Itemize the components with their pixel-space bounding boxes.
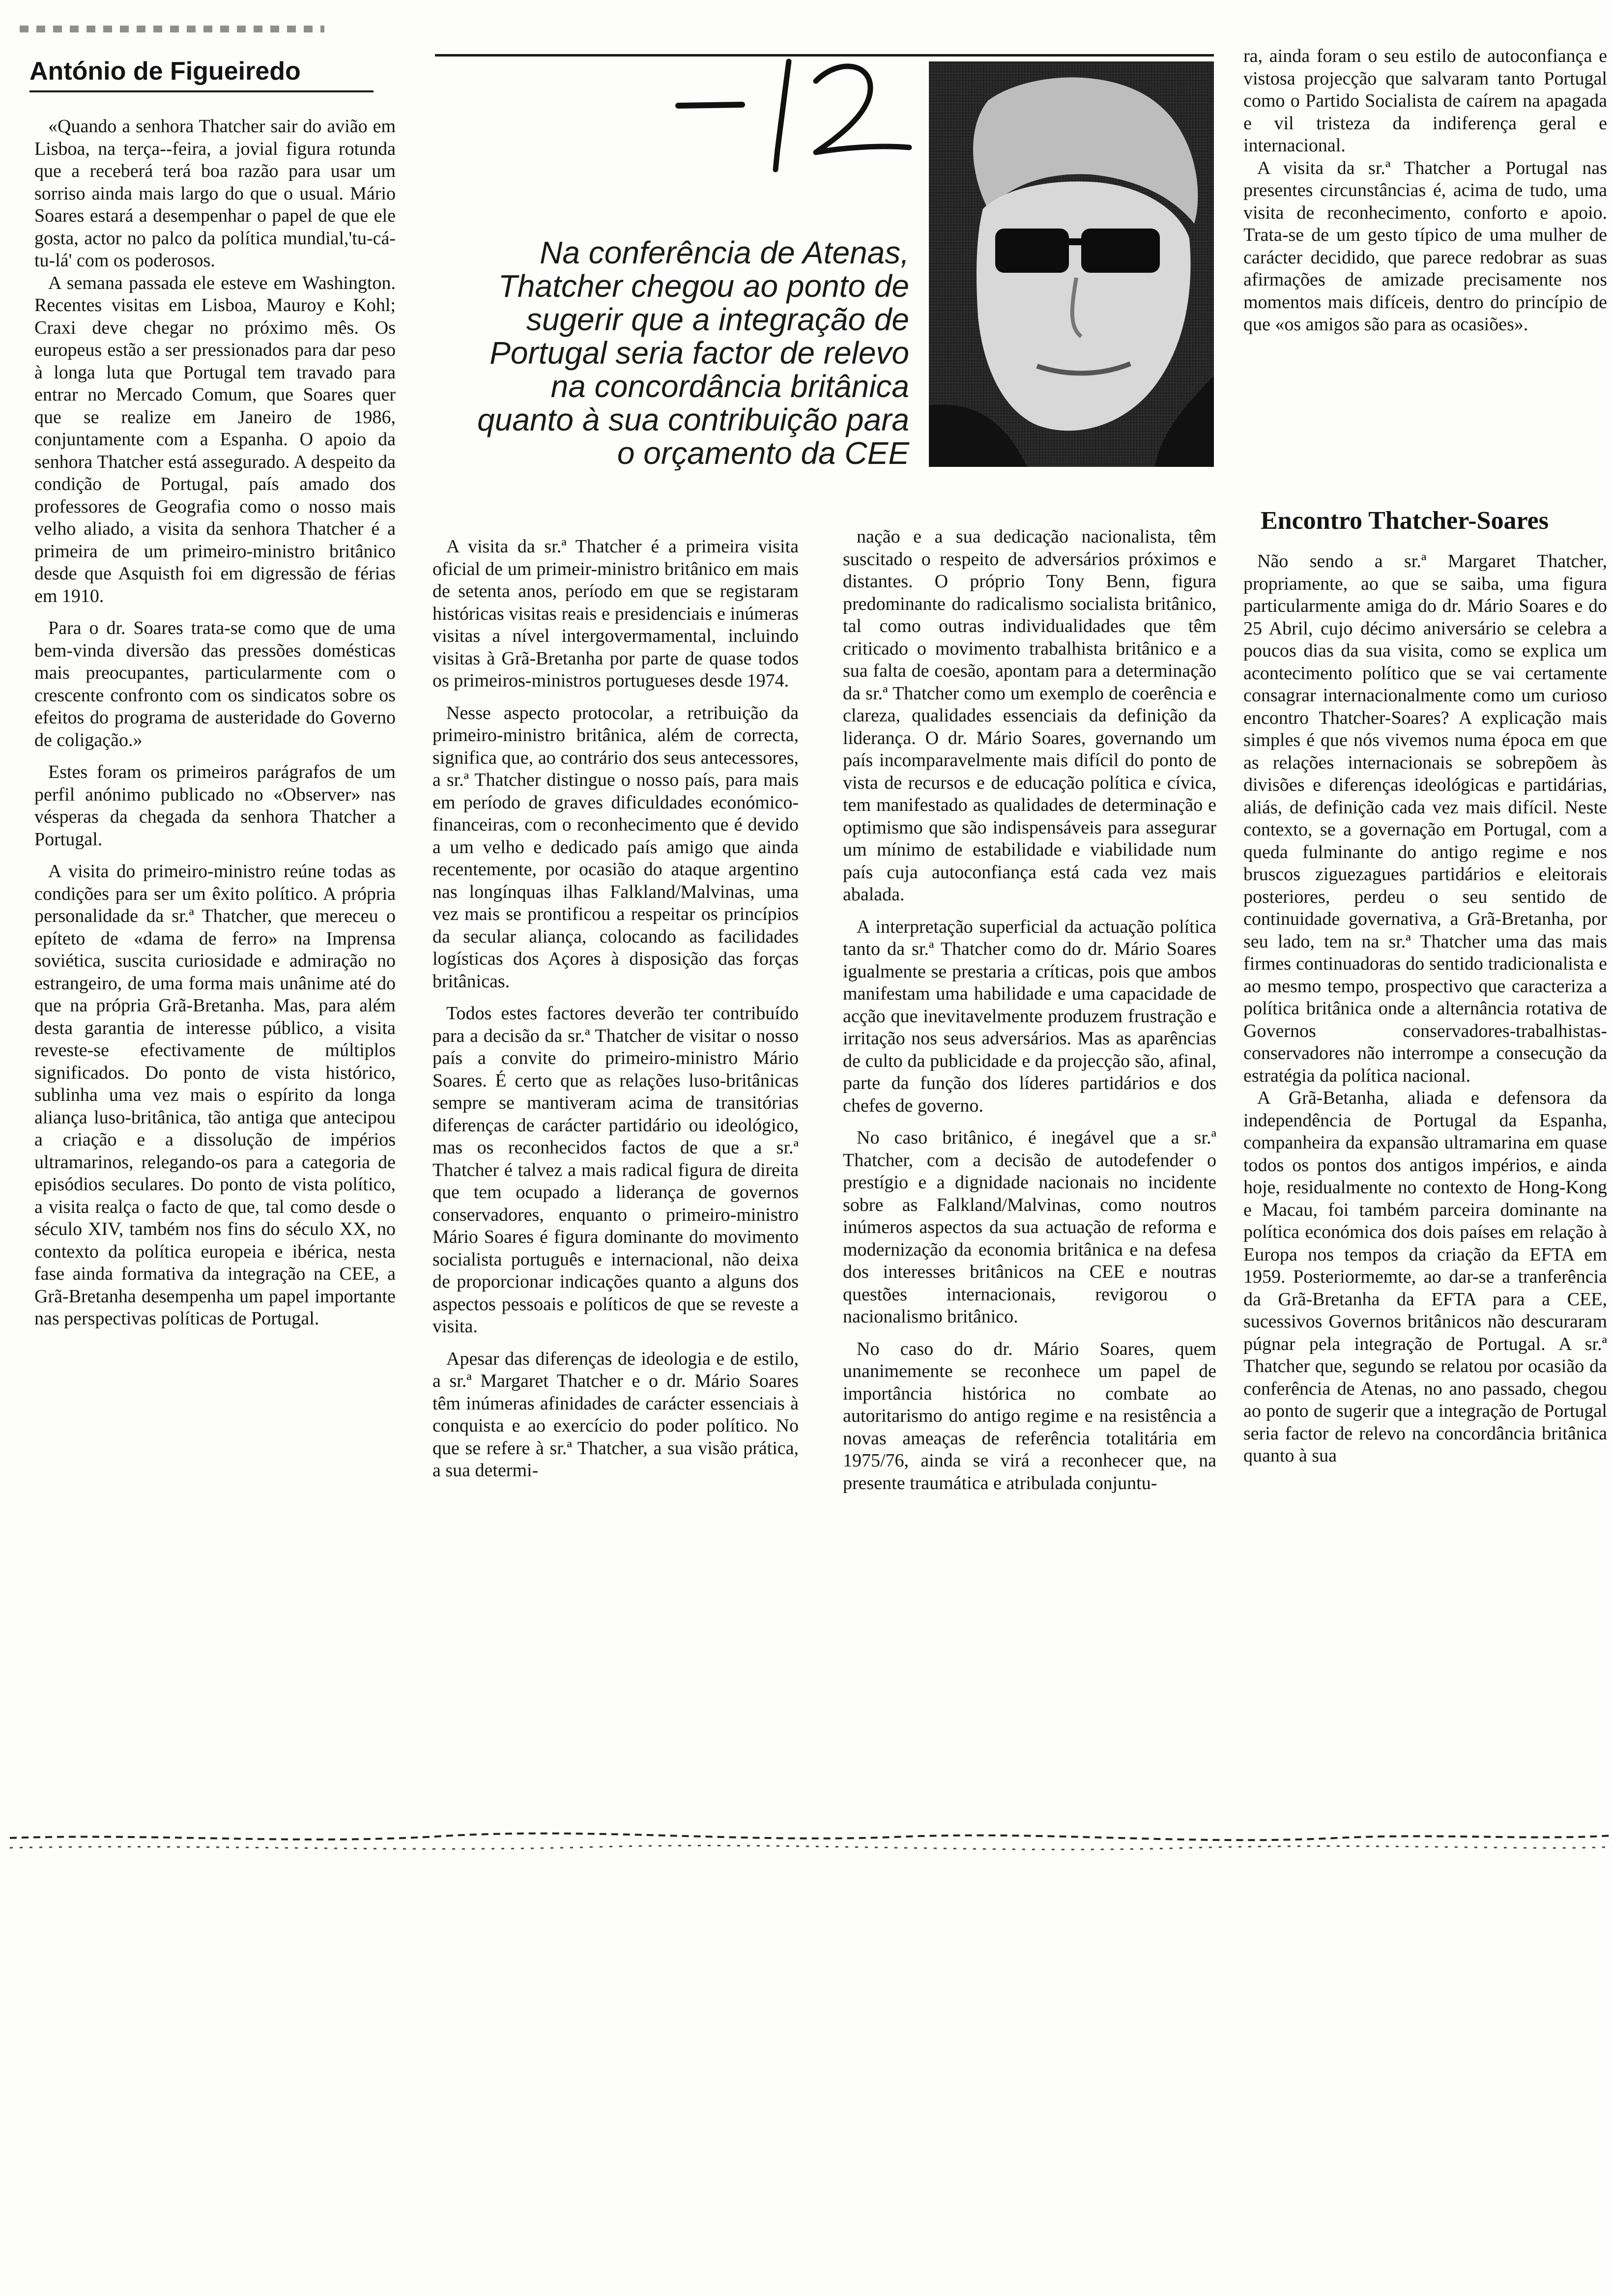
pull-quote-line: quanto à sua contribuição para [477, 402, 909, 437]
paragraph: A visita do primeiro-ministro reúne todas as condições para ser um êxito político. A própria personalidade da sr.ª Thatcher, que mereceu o epíteto de «dama de ferro» na Imprensa soviética, suscita curiosidade e admiração no estrangeiro, de uma forma mais unânime até do que na própria Grã-Bretanha. Mas, para além desta garantia de interesse público, a visita reveste-se efectivamente de múltiplos significados. Do ponto de vista histórico, sublinha uma vez mais o espírito da longa aliança luso-britânica, tão antiga que antecipou a criação e a dissolução de impérios ultramarinos, relegando-os para a categoria de episódios seculares. Do ponto de vista político, a visita realça o facto de que, tal como desde o século XIV, também nos fins do século XX, no contexto da política europeia e ibérica, nesta fase ainda formativa da integração na CEE, a Grã-Bretanha desempenha um papel importante nas perspectivas políticas de Portugal. [34, 861, 396, 1329]
portrait-photo [929, 61, 1214, 467]
paragraph: A semana passada ele esteve em Washington. Recentes visitas em Lisboa, Mauroy e Kohl; Craxi deve chegar no próximo mês. Os europeus estão a ser pressionados para dar peso à longa luta que Portugal tem travado para entrar no Mercado Comum, que Soares quer que se realize em Janeiro de 1986, conjuntamente com a Espanha. O apoio da senhora Thatcher está assegurado. A despeito da condição de Portugal, país amado dos professores de Geografia como o nosso mais velho aliado, a visita da senhora Thatcher é a primeira de um primeiro-ministro britânico desde que Asquisth foi em digressão de férias em 1910. [34, 272, 396, 606]
article-column-3 [843, 526, 1216, 1818]
paragraph: A Grã-Betanha, aliada e defensora da independência de Portugal da Espanha, companheira da expansão ultramarina em quase todos os pontos dos antigos impérios, e ainda hoje, residualmente no contexto de Hong-Kong e Macau, foi também parceira dominante na política económica dos dois países em relação à Europa nos tempos da criação da EFTA em 1959. Posteriormemte, ao dar-se a tranferência da Grã-Bretanha da EFTA para a CEE, sucessivos Governos britânicos não descuraram púgnar pela integração de Portugal. A sr.ª Thatcher que, segundo se relatou por ocasião da conferência de Atenas, no ano passado, chegou ao ponto de sugerir que a integração de Portugal seria factor de relevo na concordância britânica quanto à sua [1243, 1088, 1607, 1466]
pull-quote-line: Na conferência de Atenas, [540, 235, 909, 270]
byline-rule [29, 90, 374, 92]
article-column-1 [34, 115, 396, 1816]
pull-quote-line: Portugal seria factor de relevo [489, 335, 909, 371]
handwritten-mark [668, 47, 944, 174]
paragraph: Nesse aspecto protocolar, a retribuição da primeiro-ministro britânica, além de correcta, significa que, ao contrário dos seus antecessores, a sr.ª Thatcher distingue o nosso país, para mais em período de graves dificuldades económico-financeiras, com o reconhecimento que é devido a um velho e dedicado país amigo que ainda recentemente, por ocasião do ataque argentino nas longínquas ilhas Falkland/Malvinas, uma vez mais se prontificou a respeitar os princípios da secular aliança, colocando as facilidades logísticas dos Açores à disposição das forças britânicas. [432, 702, 799, 992]
scan-artifact-top [20, 26, 324, 32]
pull-quote [457, 236, 909, 470]
author-byline: António de Figueiredo [29, 57, 301, 86]
paragraph: A visita da sr.ª Thatcher a Portugal nas presentes circunstâncias é, acima de tudo, uma visita de reconhecimento, conforto e apoio. Trata-se de um gesto típico de uma mulher de carácter decidido, que parece redobrar as suas afirmações de amizade precisamente nos momentos mais difíceis, dentro do princípio de que «os amigos são para as ocasiões». [1243, 157, 1607, 335]
pull-quote-line: Thatcher chegou ao ponto de [498, 268, 909, 304]
pull-quote-line: na concordância britânica [550, 369, 909, 404]
paragraph: No caso britânico, é inegável que a sr.ª Thatcher, com a decisão de autodefender o prestígio e a dignidade nacionais no incidente sobre as Falkland/Malvinas, como noutros inúmeros aspectos da sua actuação de reforma e modernização da economia britânica e na defesa dos interesses britânicos na CEE e noutras questões internacionais, revigorou o nacionalismo britânico. [843, 1127, 1216, 1327]
paragraph: A interpretação superficial da actuação política tanto da sr.ª Thatcher como do dr. Mário Soares igualmente se prestaria a críticas, pois que ambos manifestam uma habilidade e uma capacidade de acção que inevitavelmente produzem frustração e irritação nos seus adversários. Mas as aparências de culto da publicidade e da projecção são, afinal, parte da função dos líderes partidários e dos chefes de governo. [843, 916, 1216, 1116]
pull-quote-line: sugerir que a integração de [526, 302, 909, 337]
article-column-2 [432, 536, 799, 1818]
section-subhead: Encontro Thatcher-Soares [1261, 507, 1549, 535]
paragraph: A visita da sr.ª Thatcher é a primeira visita oficial de um primeir-ministro britânico em mais de setenta anos, período em que se registaram históricas visitas reais e presidenciais e inúmeras visitas a nível intergovermamental, incluindo visitas à Grã-Bretanha por parte de quase todos os primeiros-ministros portugueses desde 1974. [432, 536, 799, 691]
paragraph: Para o dr. Soares trata-se como que de uma bem-vinda diversão das pressões domésticas mais preocupantes, particularmente com o crescente confronto com os sindicatos sobre os efeitos do programa de austeridade do Governo de coligação.» [34, 618, 396, 750]
paragraph: nação e a sua dedicação nacionalista, têm suscitado o respeito de adversários próximos e distantes. O próprio Tony Benn, figura predominante do radicalismo socialista britânico, tal como outras individualidades que têm criticado o movimento trabalhista britânico e a sua falta de coesão, apontam para a determinação da sr.ª Thatcher como um exemplo de coerência e clareza, qualidades essenciais da definição da liderança. O dr. Mário Soares, governando um país incomparavelmente mais difícil do ponto de vista de recursos e de educação política e cívica, tem manifestado as qualidades de determinação e optimismo que são indispensáveis para assegurar um mínimo de estabilidade e viabilidade num país cuja autoconfiança está cada vez mais abalada. [843, 526, 1216, 905]
paragraph: ra, ainda foram o seu estilo de autoconfiança e vistosa projecção que salvaram tanto Portugal como o Partido Socialista de caírem na apagada e vil tristeza da indiferença geral e internacional. [1243, 46, 1607, 156]
article-column-4-bottom [1243, 550, 1607, 1818]
article-column-4-top [1243, 45, 1607, 497]
paragraph: Não sendo a sr.ª Margaret Thatcher, propriamente, ao que se saiba, uma figura particularmente amiga do dr. Mário Soares e do 25 Abril, cujo décimo aniversário se celebra a poucos dias da sua visita, como se explica um acontecimento político que se vai certamente consagrar internacionalmente como um curioso encontro Thatcher-Soares? A explicação mais simples é que nós vivemos numa época em que as relações internacionais se sobrepõem às divisões e diferenças ideológicas e partidárias, aliás, de definição cada vez mais difícil. Neste contexto, se a governação em Portugal, com a queda fulminante do antigo regime e nos bruscos ziguezagues partidários e eleitorais posteriores, perdeu o seu sentido de continuidade governativa, a Grã-Bretanha, por seu lado, tem na sr.ª Thatcher uma das mais firmes continuadoras do sentido tradicionalista e ao mesmo tempo, prospectivo que caracteriza a política britânica onde a alternância rotativa de Governos conservadores-trabalhistas-conservadores não interrompe a consecução da estratégia da política nacional. [1243, 551, 1607, 1086]
pull-quote-line: o orçamento da CEE [617, 435, 909, 471]
paragraph: No caso do dr. Mário Soares, quem unanimemente se reconhece um papel de importância histórica no combate ao autoritarismo do antigo regime e na resistência a novas ameaças de referência totalitária em 1975/76, ainda se virá a reconhecer que, na presente traumática e atribulada conjuntu- [843, 1338, 1216, 1493]
paragraph: Estes foram os primeiros parágrafos de um perfil anónimo publicado no «Observer» nas vésperas da chegada da senhora Thatcher a Portugal. [34, 762, 396, 850]
paragraph: Todos estes factores deverão ter contribuído para a decisão da sr.ª Thatcher de visitar o nosso país a convite do primeiro-ministro Mário Soares. É certo que as relações luso-britânicas sempre se mantiveram acima de transitórias diferenças de carácter partidário ou ideológico, mas os reconhecidos factos de que a sr.ª Thatcher é talvez a mais radical figura de direita que tem ocupado a liderança de governos conservadores, enquanto o primeiro-ministro Mário Soares é figura dominante do movimento socialista português e internacional, não deixa de proporcionar indicações quanto a alguns dos aspectos pessoais e políticos de que se reveste a visita. [432, 1003, 799, 1337]
torn-bottom-edge [10, 1818, 1612, 1863]
paragraph: «Quando a senhora Thatcher sair do avião em Lisboa, na terça--feira, a jovial figura rotunda que a receberá terá boa razão para usar um sorriso ainda mais largo do que o usual. Mário Soares estará a desempenhar o papel de que ele gosta, actor no palco da política mundial,'tu-cá-tu-lá' com os poderosos. [34, 116, 396, 271]
paragraph: Apesar das diferenças de ideologia e de estilo, a sr.ª Margaret Thatcher e o dr. Mário Soares têm inúmeras afinidades de carácter essenciais à conquista e ao exercício do poder político. No que se refere à sr.ª Thatcher, a sua visão prática, a sua determi- [432, 1348, 799, 1481]
